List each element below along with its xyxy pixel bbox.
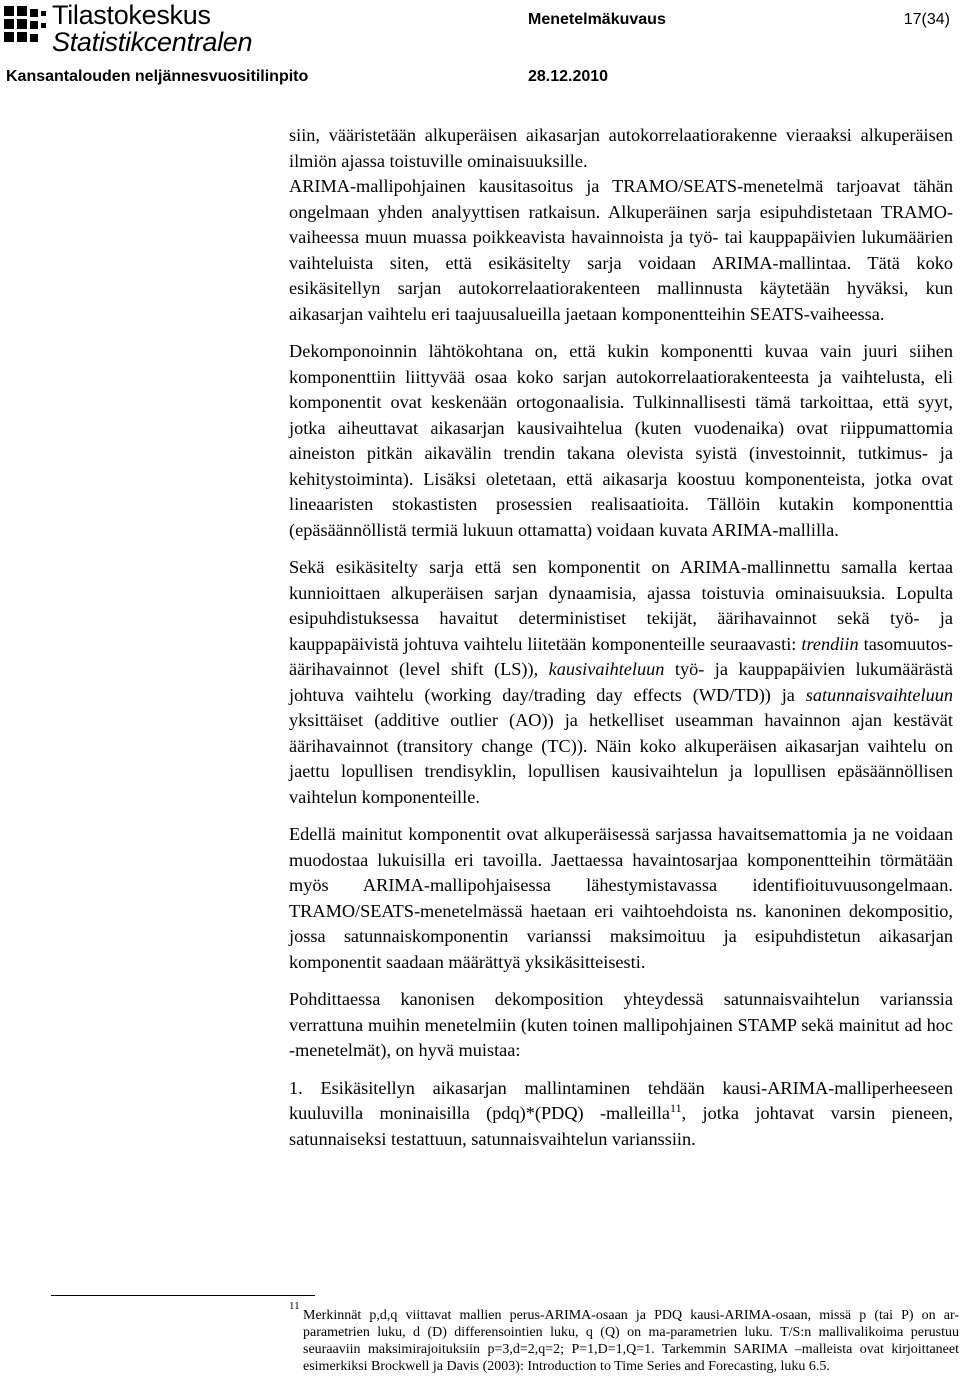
- term-irregular: satunnaisvaihteluun: [805, 684, 953, 705]
- footnote-text: Merkinnät p,d,q viittavat mallien perus-ARIMA-osaan ja PDQ kausi-ARIMA-osaan, missä p (tai P) on ar-parametrien luku, d (D) differensointien luku, q (Q) on ma-parametrien luku. T/S:n mallivalikoima perustuu seuraaviin maksimirajoituksiin p=3,d=2,q=2; P=1,D=1,Q=1. Tarkemmin SARIMA –malleista ovat kirjoittaneet esimerkiksi Brockwell ja Davis (2003): Introduction to Time Series and Forecasting, luku 6.5.: [303, 1308, 959, 1374]
- paragraph-4-text-d: yksittäiset (additive outlier (AO)) ja hetkelliset useamman havainnon ajan kestävät äärihavainnot (transitory change (TC)). Näin koko alkuperäisen aikasarjan vaihtelu on jaettu lopullisen trendisyklin, lopullisen kausivaihtelun ja lopullisen epäsäännöllisen vaihtelun komponenteille.: [289, 710, 953, 807]
- list-item-1-text-b: , jotka johtavat varsin pieneen, satunnaiseksi testattuun, satunnaisvaihtelun varianssiin.: [289, 1103, 953, 1149]
- logo-mark-icon: [4, 6, 48, 50]
- paragraph-4-text-c: työ- ja kauppapäivien lukumäärästä johtuva vaihtelu (working day/trading day effects (WD/TD)) ja: [289, 659, 953, 705]
- footnote-number: 11: [289, 1300, 300, 1312]
- paragraph-4-text-b: tasomuutos-äärihavainnot (level shift (LS)),: [289, 633, 953, 679]
- logo-text-finnish: Tilastokeskus: [52, 0, 211, 30]
- list-item-1: [289, 1076, 953, 1153]
- list-item-1-text-a: 1. Esikäsitellyn aikasarjan mallintaminen tehdään kausi-ARIMA-malliperheeseen kuuluvilla moninaisilla (pdq)*(PDQ) -malleilla: [289, 1077, 953, 1123]
- paragraph-1: siin, vääristetään alkuperäisen aikasarjan autokorrelaatiorakenne vieraaksi alkuperäisen ilmiön ajassa toistuville ominaisuuksille.: [289, 125, 953, 171]
- footnote-reference[interactable]: 11: [670, 1100, 682, 1115]
- footnote-divider: [51, 1295, 315, 1296]
- document-title: Menetelmäkuvaus: [528, 11, 666, 28]
- body-text: [289, 123, 953, 1152]
- paragraph-6: Pohdittaessa kanonisen dekomposition yhteydessä satunnaisvaihtelun varianssia verrattuna muihin menetelmiin (kuten toinen mallipohjainen STAMP sekä mainitut ad hoc -menetelmät), on hyvä muistaa:: [289, 989, 953, 1060]
- paragraph-4-text-a: Sekä esikäsitelty sarja että sen komponentit on ARIMA-mallinnettu samalla kertaa kunnioittaen alkuperäisen sarjan dynaamisia, ajassa toistuvia ominaisuuksia. Lopulta esipuhdistuksessa havaitut deterministiset tekijät, äärihavainnot sekä työ- ja kauppapäivistä johtuva vaihtelu liitetään komponenteille seuraavasti:: [289, 557, 953, 654]
- paragraph-3: Dekomponoinnin lähtökohtana on, että kukin komponentti kuvaa vain juuri siihen komponenttiin liittyvää osaa koko sarjan autokorrelaatiorakenteesta ja vaihtelusta, eli komponentit ovat keskenään ortogonaalisia. Tulkinnallisesti tämä tarkoittaa, että syyt, jotka aiheuttavat aikasarjan kausivaihtelua (kuten vuodenaika) ovat riippumattomia aineiston pitkän aikavälin trendin takana olevista syistä (investoinnit, tutkimus- ja kehitystoiminta). Lisäksi oletetaan, että aikasarja koostuu komponenteista, jotka ovat lineaaristen stokastisten prosessien realisaatioita. Tällöin kutakin komponenttia (epäsäännöllistä termiä lukuun ottamatta) voidaan kuvata ARIMA-mallilla.: [289, 341, 953, 540]
- term-trend: trendiin: [801, 633, 859, 654]
- statistics-finland-logo: [0, 0, 260, 56]
- page-number: 17(34): [903, 11, 950, 28]
- logo-text-swedish: Statistikcentralen: [52, 27, 253, 57]
- paragraph-4: [289, 555, 953, 810]
- paragraph-2: ARIMA-mallipohjainen kausitasoitus ja TRAMO/SEATS-menetelmä tarjoavat tähän ongelmaan yhden analyyttisen ratkaisun. Alkuperäinen sarja esipuhdistetaan TRAMO-vaiheessa muun muassa poikkeavista havainnoista ja työ- tai kauppapäivien lukumäärien vaihteluista siten, että esikäsitelty sarja voidaan ARIMA-mallintaa. Tätä koko esikäsitellyn sarjan autokorrelaatiorakenteen mallinnusta käytetään hyväksi, kun aikasarjan vaihtelu eri taajuusalueilla jaetaan komponentteihin SEATS-vaiheessa.: [289, 176, 953, 324]
- term-seasonal: kausivaihteluun: [548, 659, 665, 679]
- paragraph-5: Edellä mainitut komponentit ovat alkuperäisessä sarjassa havaitsemattomia ja ne voidaan muodostaa lukuisilla eri tavoilla. Jaettaessa havaintosarjaa komponentteihin törmätään myös ARIMA-mallipohjaisessa lähestymistavassa identifioituvuusongelmaan. TRAMO/SEATS-menetelmässä haetaan eri vaihtoehdoista ns. kanoninen dekompositio, jossa satunnaiskomponentin varianssi maksimoituu ja esipuhdistetun aikasarjan komponentit saadaan määrättyä yksikäsitteisesti.: [289, 824, 953, 972]
- document-date: 28.12.2010: [528, 68, 609, 85]
- document-subtitle: Kansantalouden neljännesvuositilinpito: [6, 68, 309, 85]
